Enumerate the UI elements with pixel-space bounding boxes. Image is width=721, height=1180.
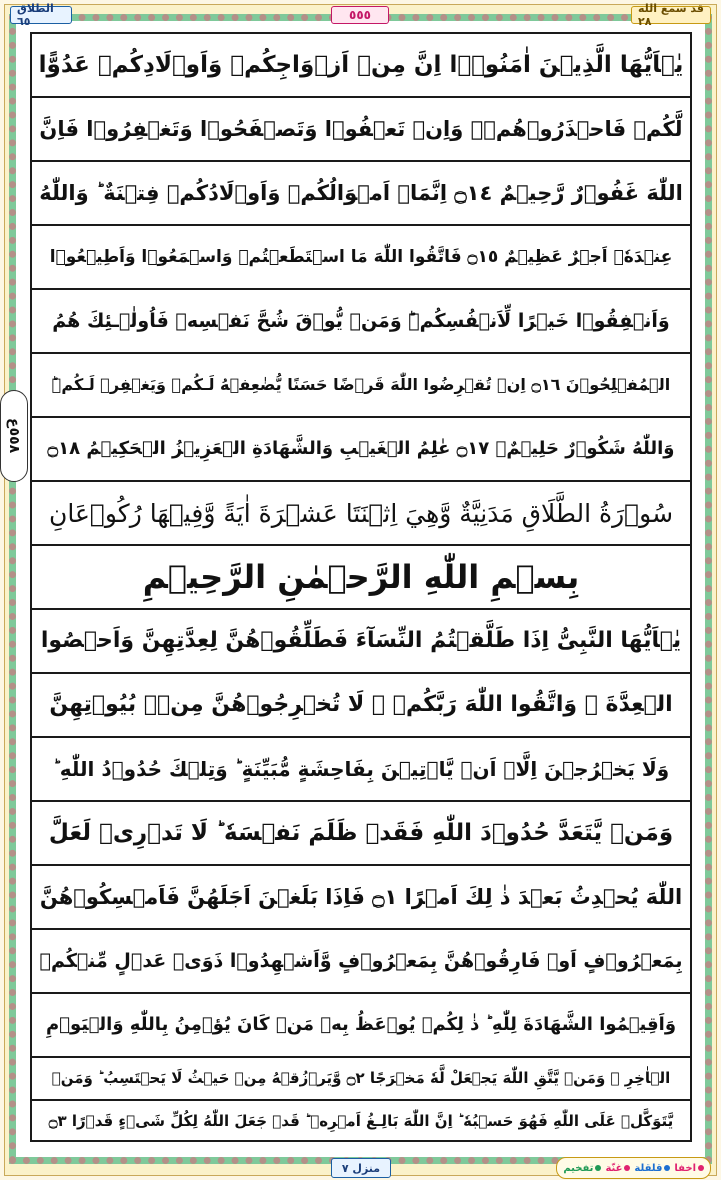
- verse-text: وَاَنۡفِقُوۡا خَيۡرًا لِّاَنۡفُسِكُمۡ‌ؕ وَمَنۡ يُّوۡقَ شُحَّ نَفۡسِهٖ فَاُولٰۤـئِكَ هُمُ: [52, 309, 670, 332]
- bismillah-line: [32, 546, 690, 610]
- ruku-label-text: ٥٥٨ع: [6, 418, 22, 454]
- verse-text: يَّتَوَكَّلۡ عَلَى اللّٰهِ فَهُوَ حَسۡبُهٗ‌ ؕ اِنَّ اللّٰهَ بَالِـغُ اَمۡرِهٖ‌ ؕ قَدۡ جَعَلَ اللّٰهُ لِكُلِّ شَىۡءٍ قَدۡرًا ۝٣: [48, 1112, 674, 1130]
- verse-text: وَاللّٰهُ شَكُوۡرٌ حَلِيۡمٌۙ ۝١٧ عٰلِمُ الۡغَيۡبِ وَالشَّهَادَةِ الۡعَزِيۡزُ الۡحَكِيۡمُ ۝١٨: [47, 438, 675, 459]
- page-number: ٥٥٥: [349, 8, 371, 22]
- verse-text: الۡعِدَّةَ ‌ۚ وَاتَّقُوا اللّٰهَ رَبَّكُمۡ‌ ۚ لَا تُخۡرِجُوۡهُنَّ مِنۡۢ بُيُوۡتِهِنَّ: [49, 692, 673, 717]
- text-line: [32, 162, 690, 226]
- surah-name: الطلاق ٦٥: [17, 2, 54, 28]
- quran-page: [30, 32, 692, 1142]
- manzil-label: منزل ٧: [341, 1161, 381, 1175]
- legend-dot-icon: [624, 1165, 630, 1171]
- legend-dot-icon: [664, 1165, 670, 1171]
- verse-text: اللّٰهَ غَفُوۡرٌ رَّحِيۡمٌ ۝١٤ اِنَّمَاۤ اَمۡوَالُكُمۡ وَاَوۡلَادُكُمۡ فِتۡنَةٌ‌ ؕ وَاللّٰهُ: [39, 180, 683, 205]
- tajweed-legend: [556, 1157, 711, 1179]
- text-line: [32, 866, 690, 930]
- legend-label: غنّة: [605, 1162, 623, 1174]
- legend-item: [605, 1163, 630, 1174]
- verse-text: لَّكُمۡ فَاحۡذَرُوۡهُمۡ‌ۚ وَاِنۡ تَعۡفُوۡا وَتَصۡفَحُوۡا وَتَغۡفِرُوۡا فَاِنَّ: [39, 116, 683, 141]
- legend-dot-icon: [698, 1165, 704, 1171]
- verse-text: اللّٰهَ يُحۡدِثُ بَعۡدَ ذٰ لِكَ اَمۡرًا ۝١ فَاِذَا بَلَغۡنَ اَجَلَهُنَّ فَاَمۡسِكُوۡهُنَّ: [39, 884, 683, 909]
- text-line: [32, 226, 690, 290]
- surah-heading: سُوۡرَةُ الطَّلَاقِ مَدَنِيَّةٌ وَّهِيَ اِثۡنَتَا عَشۡرَةَ اٰيَةً وَّفِيۡهَا رُكُوۡعَانِ: [48, 498, 674, 528]
- verse-text: عِنۡدَهٗۤ اَجۡرٌ عَظِيۡمٌ ۝١٥ فَاتَّقُوا اللّٰهَ مَا اسۡتَطَعۡتُمۡ وَاسۡمَعُوۡا وَاَطِيۡعُوۡا: [49, 246, 673, 267]
- bismillah: بِسۡمِ اللّٰهِ الرَّحۡمٰنِ الرَّحِيۡمِ: [142, 558, 580, 596]
- legend-item: [563, 1163, 601, 1174]
- verse-text: بِمَعۡرُوۡفٍ اَوۡ فَارِقُوۡهُنَّ بِمَعۡرُوۡفٍ وَّاَشۡهِدُوۡا ذَوَىۡ عَدۡلٍ مِّنۡكُمۡ: [39, 949, 683, 972]
- verse-text: الۡمُفۡلِحُوۡنَ ۝١٦ اِنۡ تُقۡرِضُوا اللّٰهَ قَرۡضًا حَسَنًا يُّضٰعِفۡهُ لَـكُمۡ وَيَغۡفِرۡ لَـكُمۡ‌ؕ: [51, 375, 671, 394]
- verse-text: وَاَقِيۡمُوا الشَّهَادَةَ لِلّٰهِ‌ ؕ ذٰ لِكُمۡ يُوۡعَظُ بِهٖ مَنۡ كَانَ يُؤۡمِنُ بِاللّٰهِ وَالۡيَوۡمِ: [45, 1014, 677, 1035]
- legend-dot-icon: [595, 1165, 601, 1171]
- text-line: [32, 802, 690, 866]
- text-line: [32, 1101, 690, 1142]
- text-line: [32, 610, 690, 674]
- legend-label: اخفا: [674, 1162, 696, 1174]
- text-line: [32, 290, 690, 354]
- legend-label: تفخيم: [563, 1162, 594, 1174]
- text-line: [32, 994, 690, 1058]
- legend-label: قلقلة: [634, 1162, 663, 1174]
- verse-text: وَمَنۡ يَّتَعَدَّ حُدُوۡدَ اللّٰهِ فَقَدۡ ظَلَمَ نَفۡسَهٗ‌ ؕ لَا تَدۡرِىۡ لَعَلَّ: [48, 819, 674, 846]
- text-line: [32, 354, 690, 418]
- verse-text: وَلَا يَخۡرُجۡنَ اِلَّاۤ اَنۡ يَّاۡتِيۡنَ بِفَاحِشَةٍ مُّبَيِّنَةٍ‌ ؕ وَتِلۡكَ حُدُوۡدُ اللّٰهِ‌ ؕ: [52, 757, 670, 781]
- juz-name: قد سمع الله ٢٨: [638, 2, 704, 28]
- text-line: [32, 738, 690, 802]
- text-line: [32, 930, 690, 994]
- text-line: [32, 1058, 690, 1101]
- legend-item: [634, 1163, 670, 1174]
- verse-text: الۡاٰخِرِ ‌ۚ وَمَنۡ يَّتَّقِ اللّٰهَ يَجۡعَلْ لَّهٗ مَخۡرَجًا ۝٢ وَّيَرۡزُقۡهُ مِنۡ حَيۡثُ لَا يَحۡتَسِبُ‌ ؕ وَمَنۡ: [51, 1069, 671, 1087]
- juz-name-badge: [631, 2, 711, 28]
- legend-item: [674, 1163, 704, 1174]
- verse-text: يٰۤاَيُّهَا الَّذِيۡنَ اٰمَنُوۡۤا اِنَّ مِنۡ اَزۡوَاجِكُمۡ وَاَوۡلَادِكُمۡ عَدُوًّا: [38, 51, 684, 78]
- text-line: [32, 34, 690, 98]
- manzil-badge: [331, 1158, 391, 1178]
- surah-name-badge: [10, 2, 72, 28]
- verse-text: يٰۤاَيُّهَا النَّبِىُّ اِذَا طَلَّقۡتُمُ النِّسَآءَ فَطَلِّقُوۡهُنَّ لِعِدَّتِهِنَّ وَاَحۡصُوا: [40, 628, 682, 653]
- text-line: [32, 98, 690, 162]
- page-number-badge: [331, 6, 389, 24]
- text-line: [32, 418, 690, 482]
- surah-heading-line: [32, 482, 690, 546]
- text-line: [32, 674, 690, 738]
- ruku-side-label: [0, 390, 28, 482]
